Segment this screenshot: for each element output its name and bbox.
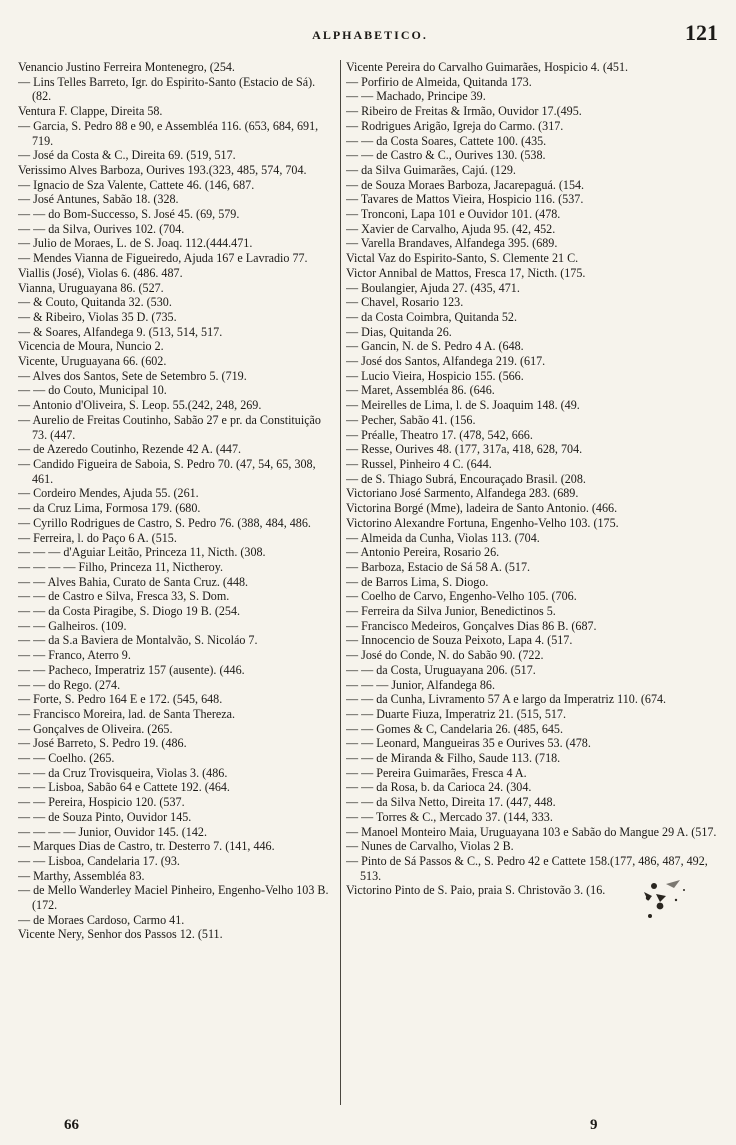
directory-entry: — — de Castro & C., Ourives 130. (538. [346, 148, 546, 163]
directory-entry: — — de Souza Pinto, Ouvidor 145. [18, 809, 192, 824]
directory-entry: — Marques Dias de Castro, tr. Desterro 7. (141, 446. [18, 839, 275, 854]
directory-entry: Ventura F. Clappe, Direita 58. [18, 104, 163, 119]
directory-entry: Vicencia de Moura, Nuncio 2. [18, 339, 164, 354]
directory-entry: — Julio de Moraes, L. de S. Joaq. 112.(444.471. [18, 236, 253, 251]
directory-entry: — — da Silva Netto, Direita 17. (447, 448. [346, 795, 556, 810]
directory-entry: — Maret, Assembléa 86. (646. [346, 383, 495, 398]
directory-entry: — — da Rosa, b. da Carioca 24. (304. [346, 780, 532, 795]
directory-entry: — Almeida da Cunha, Violas 113. (704. [346, 530, 540, 545]
directory-entry: Victal Vaz do Espirito-Santo, S. Clemente 21 C. [346, 251, 579, 266]
directory-entry: — — Torres & C., Mercado 37. (144, 333. [346, 809, 553, 824]
directory-entry: — Dias, Quitanda 26. [346, 324, 452, 339]
directory-entry: — Lins Telles Barreto, Igr. do Espirito-Santo (Estacio de Sá). (82. [18, 74, 316, 104]
directory-entry: — — de Miranda & Filho, Saude 113. (718. [346, 751, 561, 766]
directory-entry: Verissimo Alves Barboza, Ourives 193.(323, 485, 574, 704. [18, 162, 307, 177]
printers-ornament-icon [640, 876, 694, 924]
directory-entry: — — — — Filho, Princeza 11, Nictheroy. [18, 559, 223, 574]
directory-entry: — Mendes Vianna de Figueiredo, Ajuda 167 e Lavradio 77. [18, 251, 308, 266]
directory-entry: — Cordeiro Mendes, Ajuda 55. (261. [18, 486, 199, 501]
directory-entry: — Barboza, Estacio de Sá 58 A. (517. [346, 559, 531, 574]
directory-entry: — — Lisboa, Candelaria 17. (93. [18, 853, 180, 868]
directory-entry: — Nunes de Carvalho, Violas 2 B. [346, 839, 514, 854]
directory-entry: — — da Costa Soares, Cattete 100. (435. [346, 133, 547, 148]
directory-entry: — Ferreira da Silva Junior, Benedictinos 5. [346, 604, 556, 619]
directory-entry: — — do Rego. (274. [18, 677, 121, 692]
directory-entry: — Cyrillo Rodrigues de Castro, S. Pedro 76. (388, 484, 486. [18, 515, 311, 530]
directory-entry: — José Barreto, S. Pedro 19. (486. [18, 736, 187, 751]
directory-entry: — de Moraes Cardoso, Carmo 41. [18, 912, 185, 927]
directory-entry: — — Duarte Fiuza, Imperatriz 21. (515, 517. [346, 706, 566, 721]
directory-entry: — de Mello Wanderley Maciel Pinheiro, Engenho-Velho 103 B. (172. [18, 883, 329, 913]
directory-entry: — Ferreira, l. do Paço 6 A. (515. [18, 530, 177, 545]
directory-entry: Victorino Pinto de S. Paio, praia S. Christovão 3. (16. [346, 883, 606, 898]
directory-entry: — — Gomes & C, Candelaria 26. (485, 645. [346, 721, 563, 736]
directory-entry: — — — Junior, Alfandega 86. [346, 677, 495, 692]
directory-entry: — Lucio Vieira, Hospicio 155. (566. [346, 368, 524, 383]
directory-entry: — José da Costa & C., Direita 69. (519, 517. [18, 148, 236, 163]
directory-entry: — Forte, S. Pedro 164 E e 172. (545, 648. [18, 692, 223, 707]
directory-entry: — Chavel, Rosario 123. [346, 295, 464, 310]
directory-entry: — Pecher, Sabão 41. (156. [346, 412, 476, 427]
left-column [18, 60, 336, 1111]
right-column [346, 60, 724, 1111]
directory-entry: — Aurelio de Freitas Coutinho, Sabão 27 e pr. da Constituição 73. (447. [18, 412, 321, 442]
directory-entry: — — Pacheco, Imperatriz 157 (ausente). (446. [18, 662, 245, 677]
directory-entry: — de S. Thiago Subrá, Encouraçado Brasil. (208. [346, 471, 586, 486]
directory-entry: — Francisco Medeiros, Gonçalves Dias 86 B. (687. [346, 618, 597, 633]
directory-entry: — da Costa Coimbra, Quitanda 52. [346, 309, 517, 324]
directory-entry: — José Antunes, Sabão 18. (328. [18, 192, 179, 207]
directory-entry: — — Galheiros. (109. [18, 618, 127, 633]
directory-entry: — — de Castro e Silva, Fresca 33, S. Dom. [18, 589, 230, 604]
page-footer [0, 1117, 736, 1139]
directory-entry: Vicente, Uruguayana 66. (602. [18, 354, 167, 369]
directory-entry: — Meirelles de Lima, l. de S. Joaquim 148. (49. [346, 398, 580, 413]
directory-entry: — — da Cunha, Livramento 57 A e largo da Imperatriz 110. (674. [346, 692, 667, 707]
directory-entry: — Marthy, Assembléa 83. [18, 868, 145, 883]
directory-entry: — Gancin, N. de S. Pedro 4 A. (648. [346, 339, 524, 354]
directory-entry: — — da Costa Piragibe, S. Diogo 19 B. (254. [18, 604, 241, 619]
directory-entry: — — do Bom-Successo, S. José 45. (69, 579. [18, 207, 240, 222]
directory-entry: — Garcia, S. Pedro 88 e 90, e Assembléa 116. (653, 684, 691, 719. [18, 118, 319, 148]
page-header [18, 18, 722, 52]
column-divider [340, 60, 341, 1105]
directory-entry: — Coelho de Carvo, Engenho-Velho 105. (706. [346, 589, 577, 604]
directory-entry: — Rodrigues Arigão, Igreja do Carmo. (317. [346, 118, 564, 133]
running-head: ALPHABETICO. [312, 28, 428, 42]
directory-entry: — Varella Brandaves, Alfandega 395. (689. [346, 236, 558, 251]
signature-mark-left: 66 [64, 1117, 79, 1133]
directory-entry: — — Pereira, Hospicio 120. (537. [18, 795, 185, 810]
directory-entry: Viallis (José), Violas 6. (486. 487. [18, 265, 183, 280]
directory-entry: — Préalle, Theatro 17. (478, 542, 666. [346, 427, 533, 442]
directory-entry: Victoriano José Sarmento, Alfandega 283. (689. [346, 486, 579, 501]
directory-entry: — José dos Santos, Alfandega 219. (617. [346, 354, 546, 369]
directory-entry: — — — d'Aguiar Leitão, Princeza 11, Nicth. (308. [18, 545, 266, 560]
page-number: 121 [685, 20, 718, 45]
directory-entry: — de Azeredo Coutinho, Rezende 42 A. (447. [18, 442, 242, 457]
directory-entry: — — Franco, Aterro 9. [18, 648, 131, 663]
directory-entry: — da Silva Guimarães, Cajú. (129. [346, 162, 516, 177]
directory-entry: — — da Cruz Trovisqueira, Violas 3. (486. [18, 765, 228, 780]
directory-entry: — & Soares, Alfandega 9. (513, 514, 517. [18, 324, 223, 339]
directory-entry: — — do Couto, Municipal 10. [18, 383, 167, 398]
directory-entry: Venancio Justino Ferreira Montenegro, (254. [18, 60, 235, 74]
directory-entry: — — da Costa, Uruguayana 206. (517. [346, 662, 536, 677]
directory-entry: — — — — Junior, Ouvidor 145. (142. [18, 824, 207, 839]
directory-entry: — — Pereira Guimarães, Fresca 4 A. [346, 765, 527, 780]
directory-entry: — Xavier de Carvalho, Ajuda 95. (42, 452. [346, 221, 556, 236]
directory-entry: — Tavares de Mattos Vieira, Hospicio 116. (537. [346, 192, 584, 207]
directory-entry: — Candido Figueira de Saboia, S. Pedro 70. (47, 54, 65, 308, 461. [18, 456, 316, 486]
directory-entry: — — da S.a Baviera de Montalvão, S. Nicoláo 7. [18, 633, 258, 648]
directory-entry: — & Couto, Quitanda 32. (530. [18, 295, 172, 310]
directory-entry: — Innocencio de Souza Peixoto, Lapa 4. (517. [346, 633, 573, 648]
directory-entry: — Ribeiro de Freitas & Irmão, Ouvidor 17.(495. [346, 104, 582, 119]
directory-entry: — Boulangier, Ajuda 27. (435, 471. [346, 280, 520, 295]
directory-entry: — Manoel Monteiro Maia, Uruguayana 103 e Sabão do Mangue 29 A. (517. [346, 824, 717, 839]
directory-entry: — Tronconi, Lapa 101 e Ouvidor 101. (478. [346, 207, 561, 222]
directory-entry: — José do Conde, N. do Sabão 90. (722. [346, 648, 544, 663]
directory-entry: — Pinto de Sá Passos & C., S. Pedro 42 e Cattete 158.(177, 486, 487, 492, 513. [346, 853, 708, 883]
directory-entry: — Russel, Pinheiro 4 C. (644. [346, 456, 492, 471]
directory-entry: — — Coelho. (265. [18, 751, 115, 766]
directory-entry: — da Cruz Lima, Formosa 179. (680. [18, 501, 201, 516]
directory-entry: Vicente Nery, Senhor dos Passos 12. (511. [18, 927, 223, 942]
directory-entry: — — da Silva, Ourives 102. (704. [18, 221, 185, 236]
directory-entry: — Antonio Pereira, Rosario 26. [346, 545, 500, 560]
directory-entry: Victorina Borgé (Mme), ladeira de Santo Antonio. (466. [346, 501, 618, 516]
directory-entry: — Francisco Moreira, lad. de Santa Thereza. [18, 706, 236, 721]
directory-entry: — Alves dos Santos, Sete de Setembro 5. (719. [18, 368, 247, 383]
directory-entry: — — Machado, Principe 39. [346, 89, 486, 104]
directory-entry: Vianna, Uruguayana 86. (527. [18, 280, 164, 295]
directory-entry: — de Souza Moraes Barboza, Jacarepaguá. (154. [346, 177, 585, 192]
directory-entry: — de Barros Lima, S. Diogo. [346, 574, 489, 589]
directory-entry: — Resse, Ourives 48. (177, 317a, 418, 628, 704. [346, 442, 583, 457]
signature-mark-right: 9 [590, 1117, 598, 1133]
directory-entry: — Antonio d'Oliveira, S. Leop. 55.(242, 248, 269. [18, 398, 262, 413]
directory-entry: Vicente Pereira do Carvalho Guimarães, Hospicio 4. (451. [346, 60, 629, 74]
directory-entry: — — Alves Bahia, Curato de Santa Cruz. (448. [18, 574, 249, 589]
directory-entry: Victor Annibal de Mattos, Fresca 17, Nicth. (175. [346, 265, 586, 280]
directory-entry: — Ignacio de Sza Valente, Cattete 46. (146, 687. [18, 177, 255, 192]
directory-entry: Victorino Alexandre Fortuna, Engenho-Velho 103. (175. [346, 515, 619, 530]
directory-entry: — & Ribeiro, Violas 35 D. (735. [18, 309, 177, 324]
directory-entry: — Porfirio de Almeida, Quitanda 173. [346, 74, 532, 89]
directory-entry: — — Leonard, Mangueiras 35 e Ourives 53. (478. [346, 736, 591, 751]
directory-entry: — Gonçalves de Oliveira. (265. [18, 721, 173, 736]
directory-entry: — — Lisboa, Sabão 64 e Cattete 192. (464. [18, 780, 230, 795]
